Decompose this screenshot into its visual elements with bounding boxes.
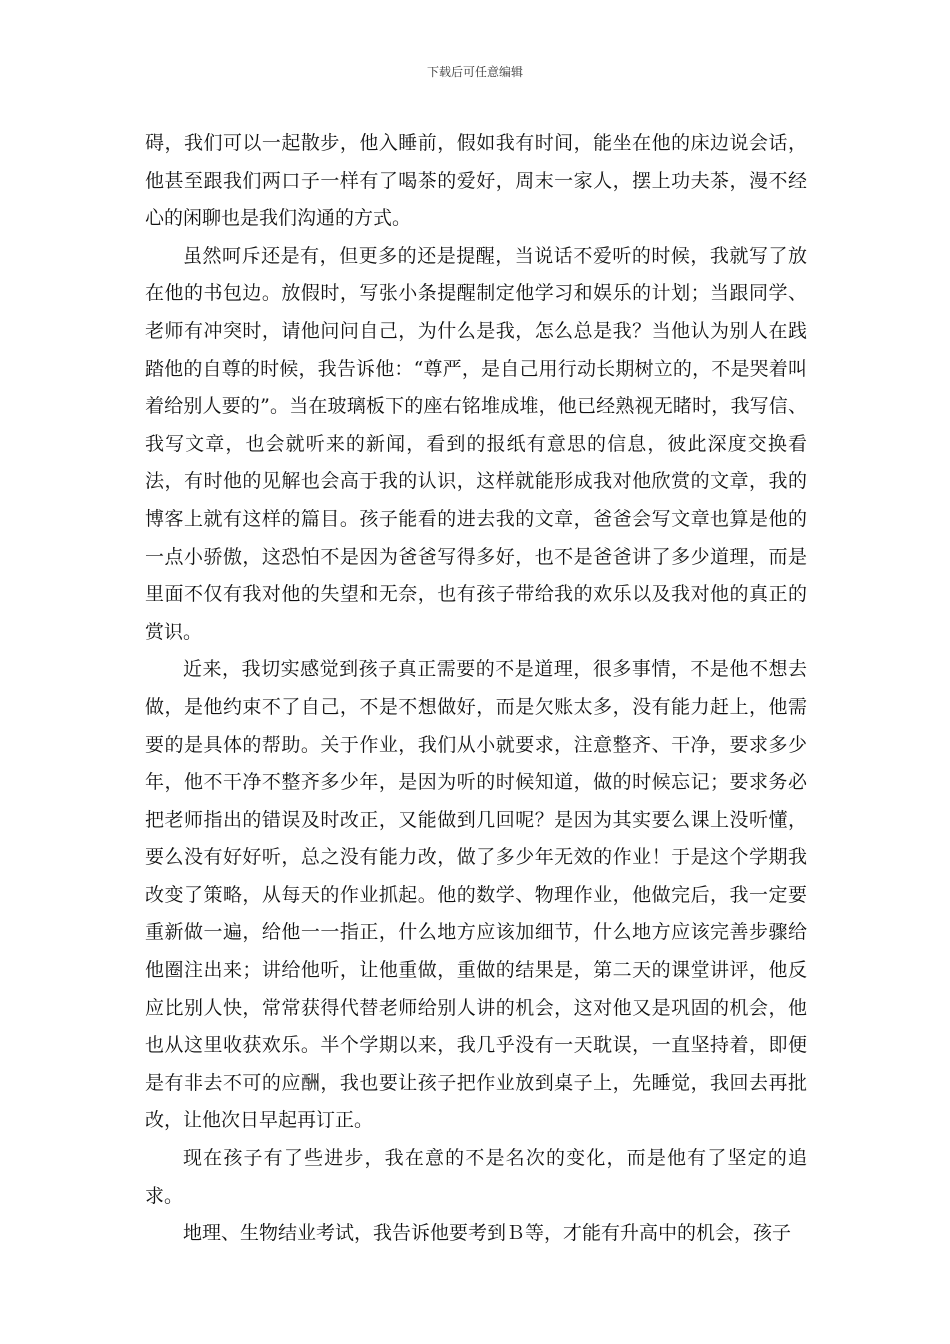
paragraph: 地理、生物结业考试，我告诉他要考到Ｂ等，才能有升高中的机会，孩子	[183, 1222, 792, 1245]
paragraph: 近来，我切实感觉到孩子真正需要的不是道理，很多事情，不是他不想去做，是他约束不了自己，不是不想做好，而是欠账太多，没有能力赶上，他需要的是具体的帮助。关于作业，我们从小就要求，注意整齐、干净，要求多少年，他不干净不整齐多少年，是因为听的时候知道，做的时候忘记；要求务必把老师指出的错误及时改正，又能做到几回呢？是因为其实要么课上没听懂，要么没有好好听，总之没有能力改，做了多少年无效的作业！于是这个学期我改变了策略，从每天的作业抓起。他的数学、物理作业，他做完后，我一定要重新做一遍，给他一一指正，什么地方应该加细节，什么地方应该完善步骤给他圈注出来；讲给他听，让他重做，重做的结果是，第二天的课堂讲评，他反应比别人快，常常获得代替老师给别人讲的机会，这对他又是巩固的机会，他也从这里收获欢乐。半个学期以来，我几乎没有一天耽误，一直坚持着，即便是有非去不可的应酬，我也要让孩子把作业放到桌子上，先睡觉，我回去再批改，让他次日早起再订正。	[145, 658, 807, 1132]
paragraph: 现在孩子有了些进步，我在意的不是名次的变化，而是他有了坚定的追求。	[145, 1147, 807, 1207]
page-header: 下载后可任意编辑	[426, 65, 523, 79]
document-body	[145, 125, 807, 1253]
paragraph: 虽然呵斥还是有，但更多的还是提醒，当说话不爱听的时候，我就写了放在他的书包边。放假时，写张小条提醒制定他学习和娱乐的计划；当跟同学、老师有冲突时，请他问问自己，为什么是我，怎么总是我？当他认为别人在践踏他的自尊的时候，我告诉他：“尊严，是自己用行动长期树立的，不是哭着叫着给别人要的”。当在玻璃板下的座右铭堆成堆，他已经熟视无睹时，我写信、我写文章，也会就听来的新闻，看到的报纸有意思的信息，彼此深度交换看法，有时他的见解也会高于我的认识，这样就能形成我对他欣赏的文章，我的博客上就有这样的篇目。孩子能看的进去我的文章，爸爸会写文章也算是他的一点小骄傲，这恐怕不是因为爸爸写得多好，也不是爸爸讲了多少道理，而是里面不仅有我对他的失望和无奈，也有孩子带给我的欢乐以及我对他的真正的赏识。	[145, 244, 807, 643]
paragraph: 碍，我们可以一起散步，他入睡前，假如我有时间，能坐在他的床边说会话，他甚至跟我们两口子一样有了喝茶的爱好，周末一家人，摆上功夫茶，漫不经心的闲聊也是我们沟通的方式。	[145, 132, 807, 230]
